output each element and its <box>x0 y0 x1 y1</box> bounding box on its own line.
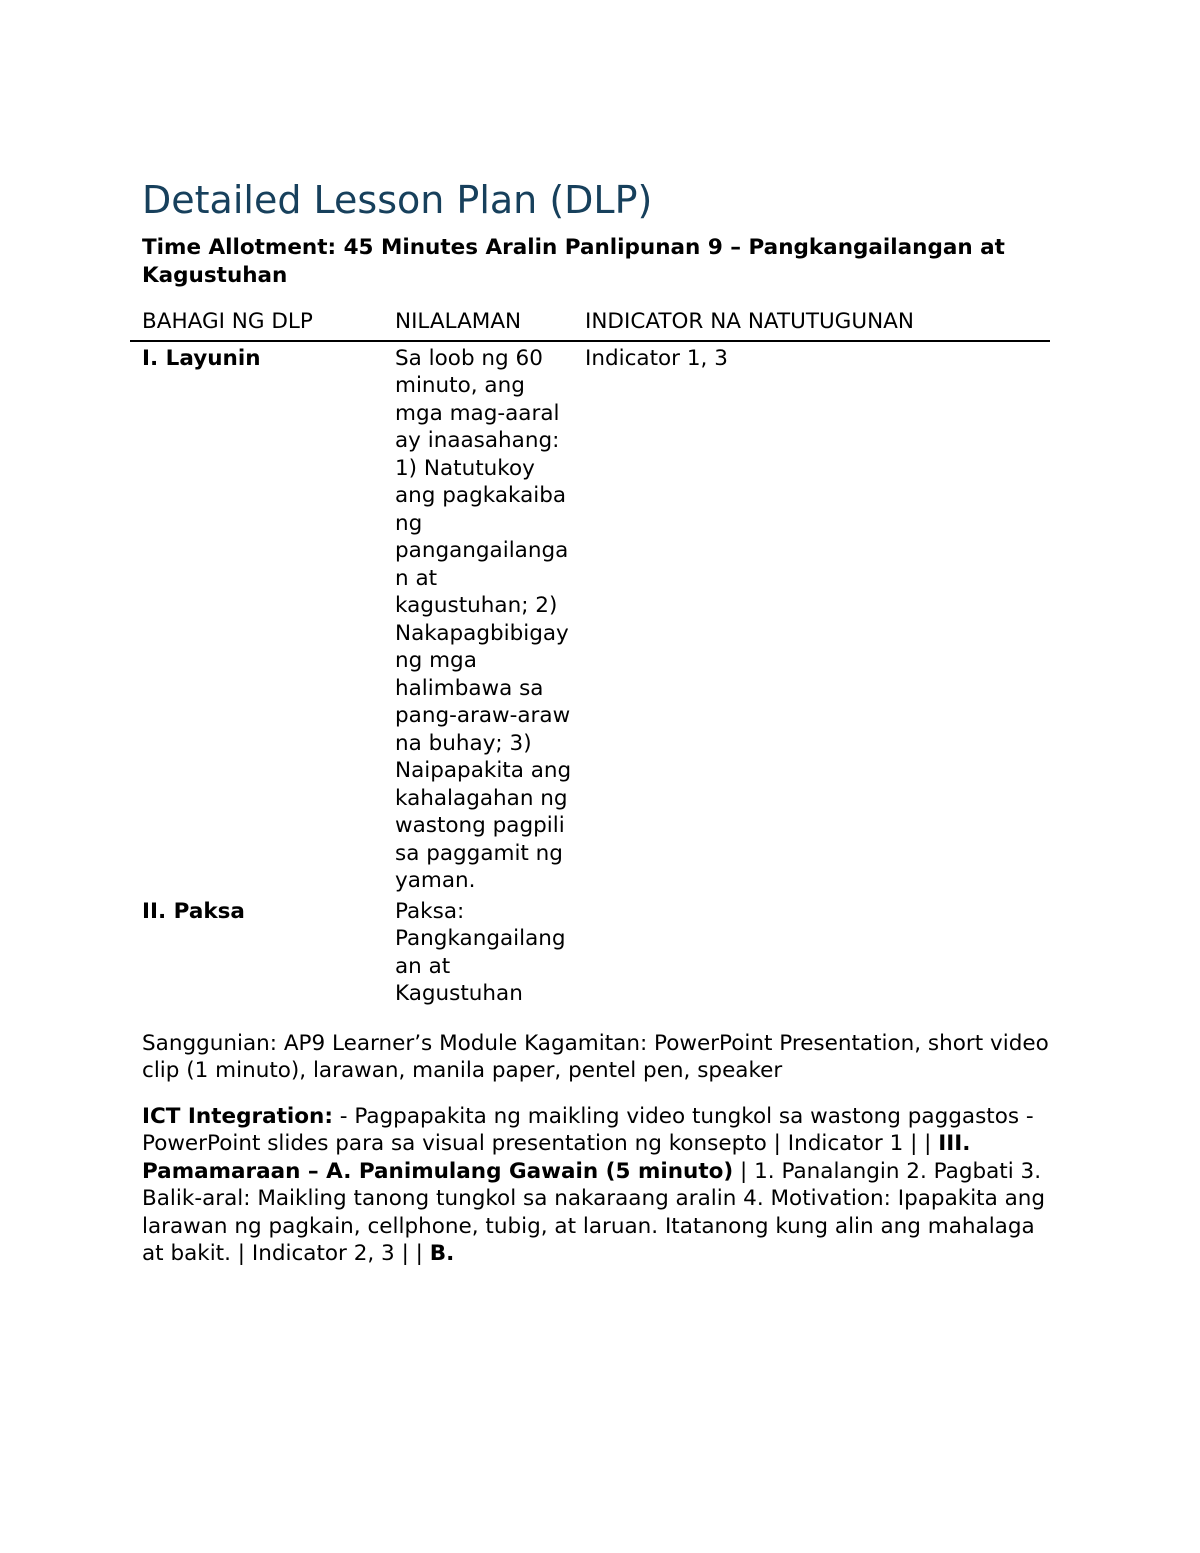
document-title: Detailed Lesson Plan (DLP) <box>142 178 653 222</box>
row-content-text: Sa loob ng 60 minuto, ang mga mag-aaral ay inaasahang: 1) Natutukoy ang pagkakaiba ng pangangailangan at kagustuhan; 2) Nakapagbibigay ng mga halimbawa sa pang-araw-araw na buhay; 3) Naipapakita ang kahalagahan ng wastong pagpili sa paggamit ng yaman. <box>395 345 572 893</box>
time-allotment-subtitle: Time Allotment: 45 Minutes Aralin Panlipunan 9 – Pangkangailangan at Kagustuhan <box>142 235 1005 288</box>
section-b-heading: B. <box>429 1241 455 1266</box>
header-bahagi: BAHAGI NG DLP <box>130 308 383 341</box>
ict-text-2: | 1. Panalangin 2. Pagbati 3. Balik-aral: Maikling tanong tungkol sa nakaraang aralin 4. Motivation: Ipapakita ang larawan ng pagkain, cellphone, tubig, at laruan. Itatanong kung alin ang mahalaga at bakit. | Indicator 2, 3 | | <box>142 1158 1046 1266</box>
row-content <box>383 341 573 895</box>
table-header-row <box>130 308 1050 341</box>
ict-integration-paragraph <box>142 1103 1050 1268</box>
pamamaraan-heading: III. Pamamaraan – A. Panimulang Gawain (5 minuto) <box>142 1131 971 1184</box>
row-content-text: Paksa: Pangkangailangan at Kagustuhan <box>395 898 566 1006</box>
dlp-table <box>130 308 1050 1008</box>
ict-label: ICT Integration: <box>142 1103 333 1129</box>
sanggunian-paragraph: Sanggunian: AP9 Learner’s Module Kagamitan: PowerPoint Presentation, short video clip (1 minuto), larawan, manila paper, pentel pen, speaker <box>142 1030 1049 1083</box>
row-part: II. Paksa <box>142 898 245 924</box>
table-row <box>130 341 1050 895</box>
header-indicator: INDICATOR NA NATUTUGUNAN <box>573 308 1050 341</box>
header-nilalaman: NILALAMAN <box>383 308 573 341</box>
row-indicator <box>573 895 1050 1008</box>
table-row <box>130 895 1050 1008</box>
row-content <box>383 895 573 1008</box>
ict-text-1: - Pagpapakita ng maikling video tungkol sa wastong paggastos - PowerPoint slides para sa visual presentation ng konsepto | Indicator 1 | | <box>142 1103 1034 1156</box>
row-part: I. Layunin <box>142 345 261 371</box>
document-page <box>142 172 1050 1268</box>
row-indicator: Indicator 1, 3 <box>585 345 728 371</box>
